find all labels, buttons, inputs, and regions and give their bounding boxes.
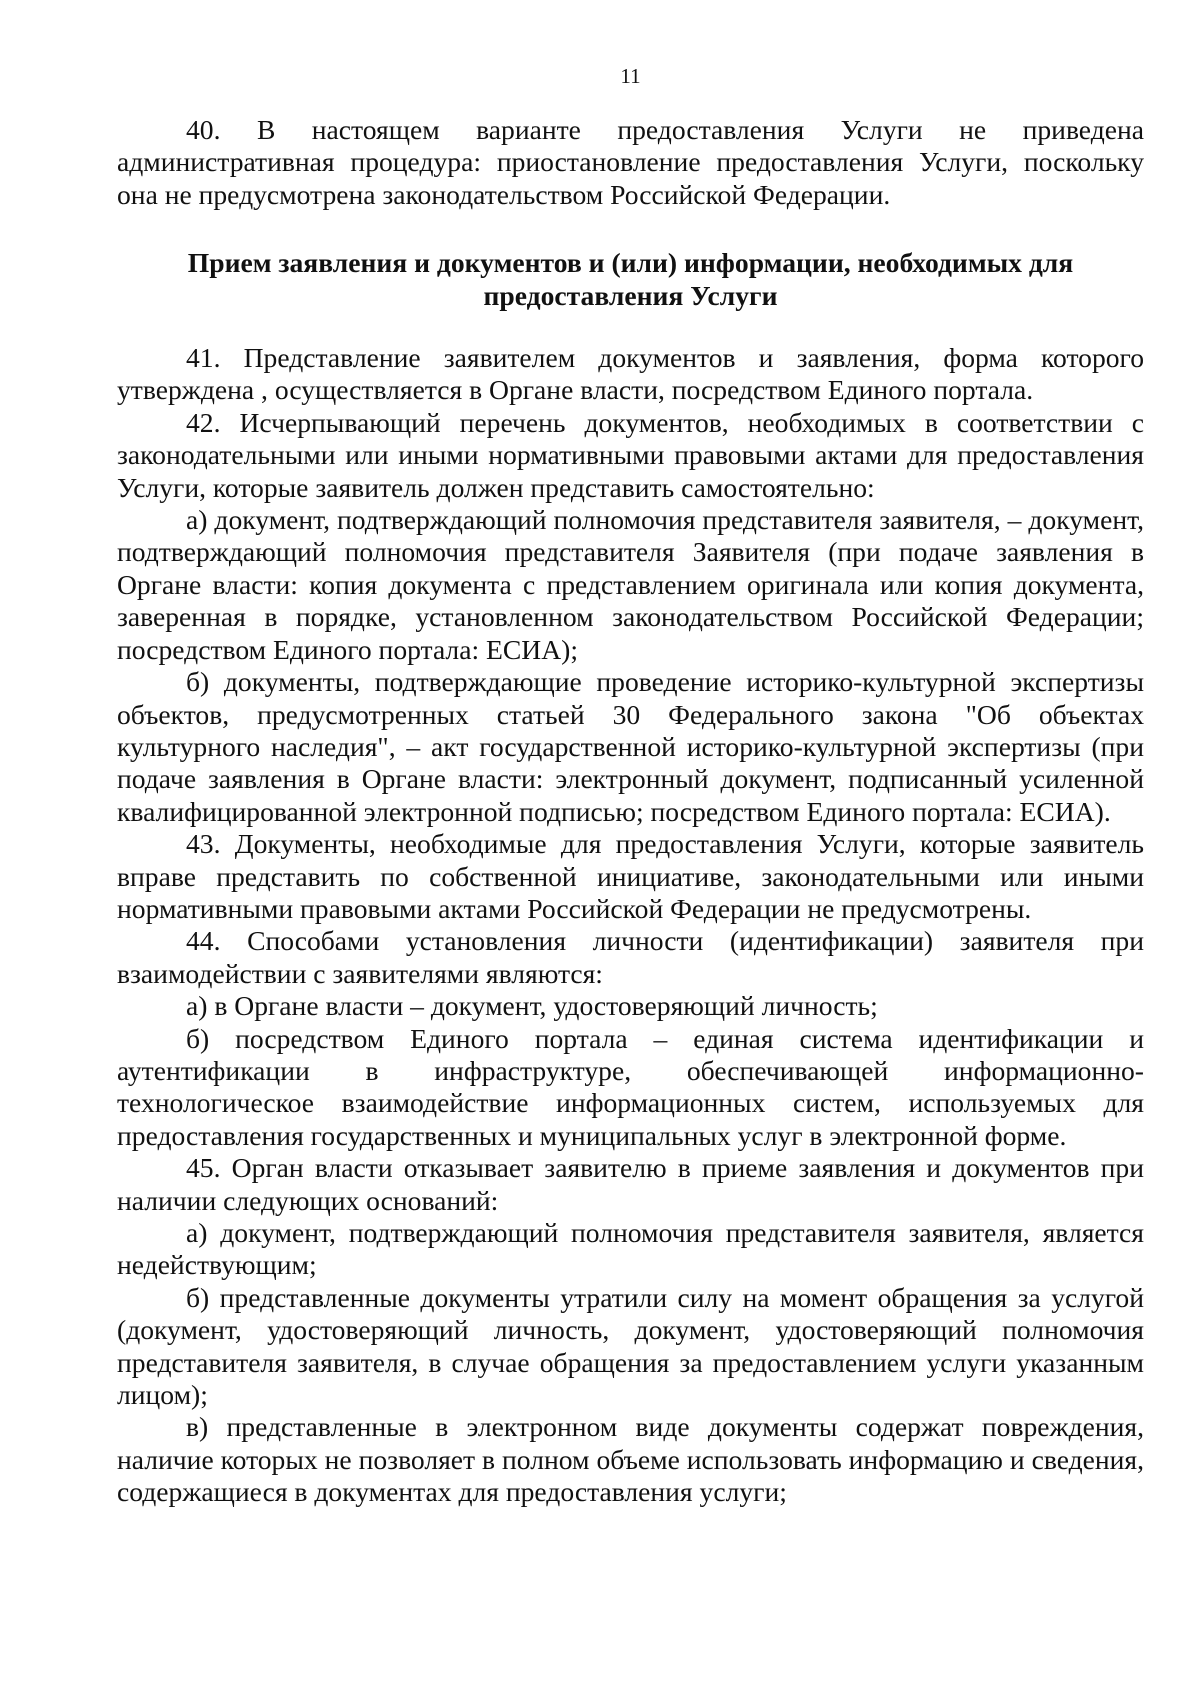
paragraph-40: 40. В настоящем варианте предоставления Услуги не приведена административная процедура: приостановление предоставления Услуги, поскольку она не предусмотрена законодательством Российской Федерации. [117, 114, 1144, 210]
paragraph-45: 45. Орган власти отказывает заявителю в приеме заявления и документов при наличии следующих оснований: [117, 1152, 1144, 1216]
paragraph-45-v: в) представленные в электронном виде документы содержат повреждения, наличие которых не позволяет в полном объеме использовать информацию и сведения, содержащиеся в документах для предоставления услуги; [117, 1411, 1144, 1508]
paragraph-42-a: а) документ, подтверждающий полномочия представителя заявителя, – документ, подтверждающий полномочия представителя Заявителя (при подаче заявления в Органе власти: копия документа с представлением оригинала или копия документа, заверенная в порядке, установленном законодательством Российской Федерации; посредством Единого портала: ЕСИА); [117, 504, 1144, 665]
paragraph-44-b: б) посредством Единого портала – единая система идентификации и аутентификации в инфраструктуре, обеспечивающей информационно-технологическое взаимодействие информационных систем, используемых для предоставления государственных и муниципальных услуг в электронной форме. [117, 1022, 1144, 1151]
document-page [117, 62, 1144, 1509]
paragraph-44: 44. Способами установления личности (идентификации) заявителя при взаимодействии с заявителями являются: [117, 925, 1144, 989]
paragraph-44-a: а) в Органе власти – документ, удостоверяющий личность; [186, 990, 878, 1022]
paragraph-41: 41. Представление заявителем документов и заявления, форма которого утверждена , осуществляется в Органе власти, посредством Единого портала. [117, 342, 1144, 406]
paragraph-43: 43. Документы, необходимые для предоставления Услуги, которые заявитель вправе представить по собственной инициативе, законодательными или иными нормативными правовыми актами Российской Федерации не предусмотрены. [117, 828, 1144, 924]
section-heading: Прием заявления и документов и (или) информации, необходимых для предоставления Услуги [187, 247, 1074, 311]
paragraph-42: 42. Исчерпывающий перечень документов, необходимых в соответствии с законодательными или иными нормативными правовыми актами для предоставления Услуги, которые заявитель должен представить самостоятельно: [117, 406, 1144, 503]
paragraph-42-b: б) документы, подтверждающие проведение историко-культурной экспертизы объектов, предусмотренных статьей 30 Федерального закона "Об объектах культурного наследия", – акт государственной историко-культурной экспертизы (при подаче заявления в Органе власти: электронный документ, подписанный усиленной квалифицированной электронной подписью; посредством Единого портала: ЕСИА). [117, 666, 1144, 827]
page-number: 11 [620, 64, 641, 88]
paragraph-45-b: б) представленные документы утратили силу на момент обращения за услугой (документ, удостоверяющий личность, документ, удостоверяющий полномочия представителя заявителя, в случае обращения за предоставлением услуги указанным лицом); [117, 1281, 1144, 1411]
paragraph-45-a: а) документ, подтверждающий полномочия представителя заявителя, является недействующим; [117, 1217, 1144, 1281]
